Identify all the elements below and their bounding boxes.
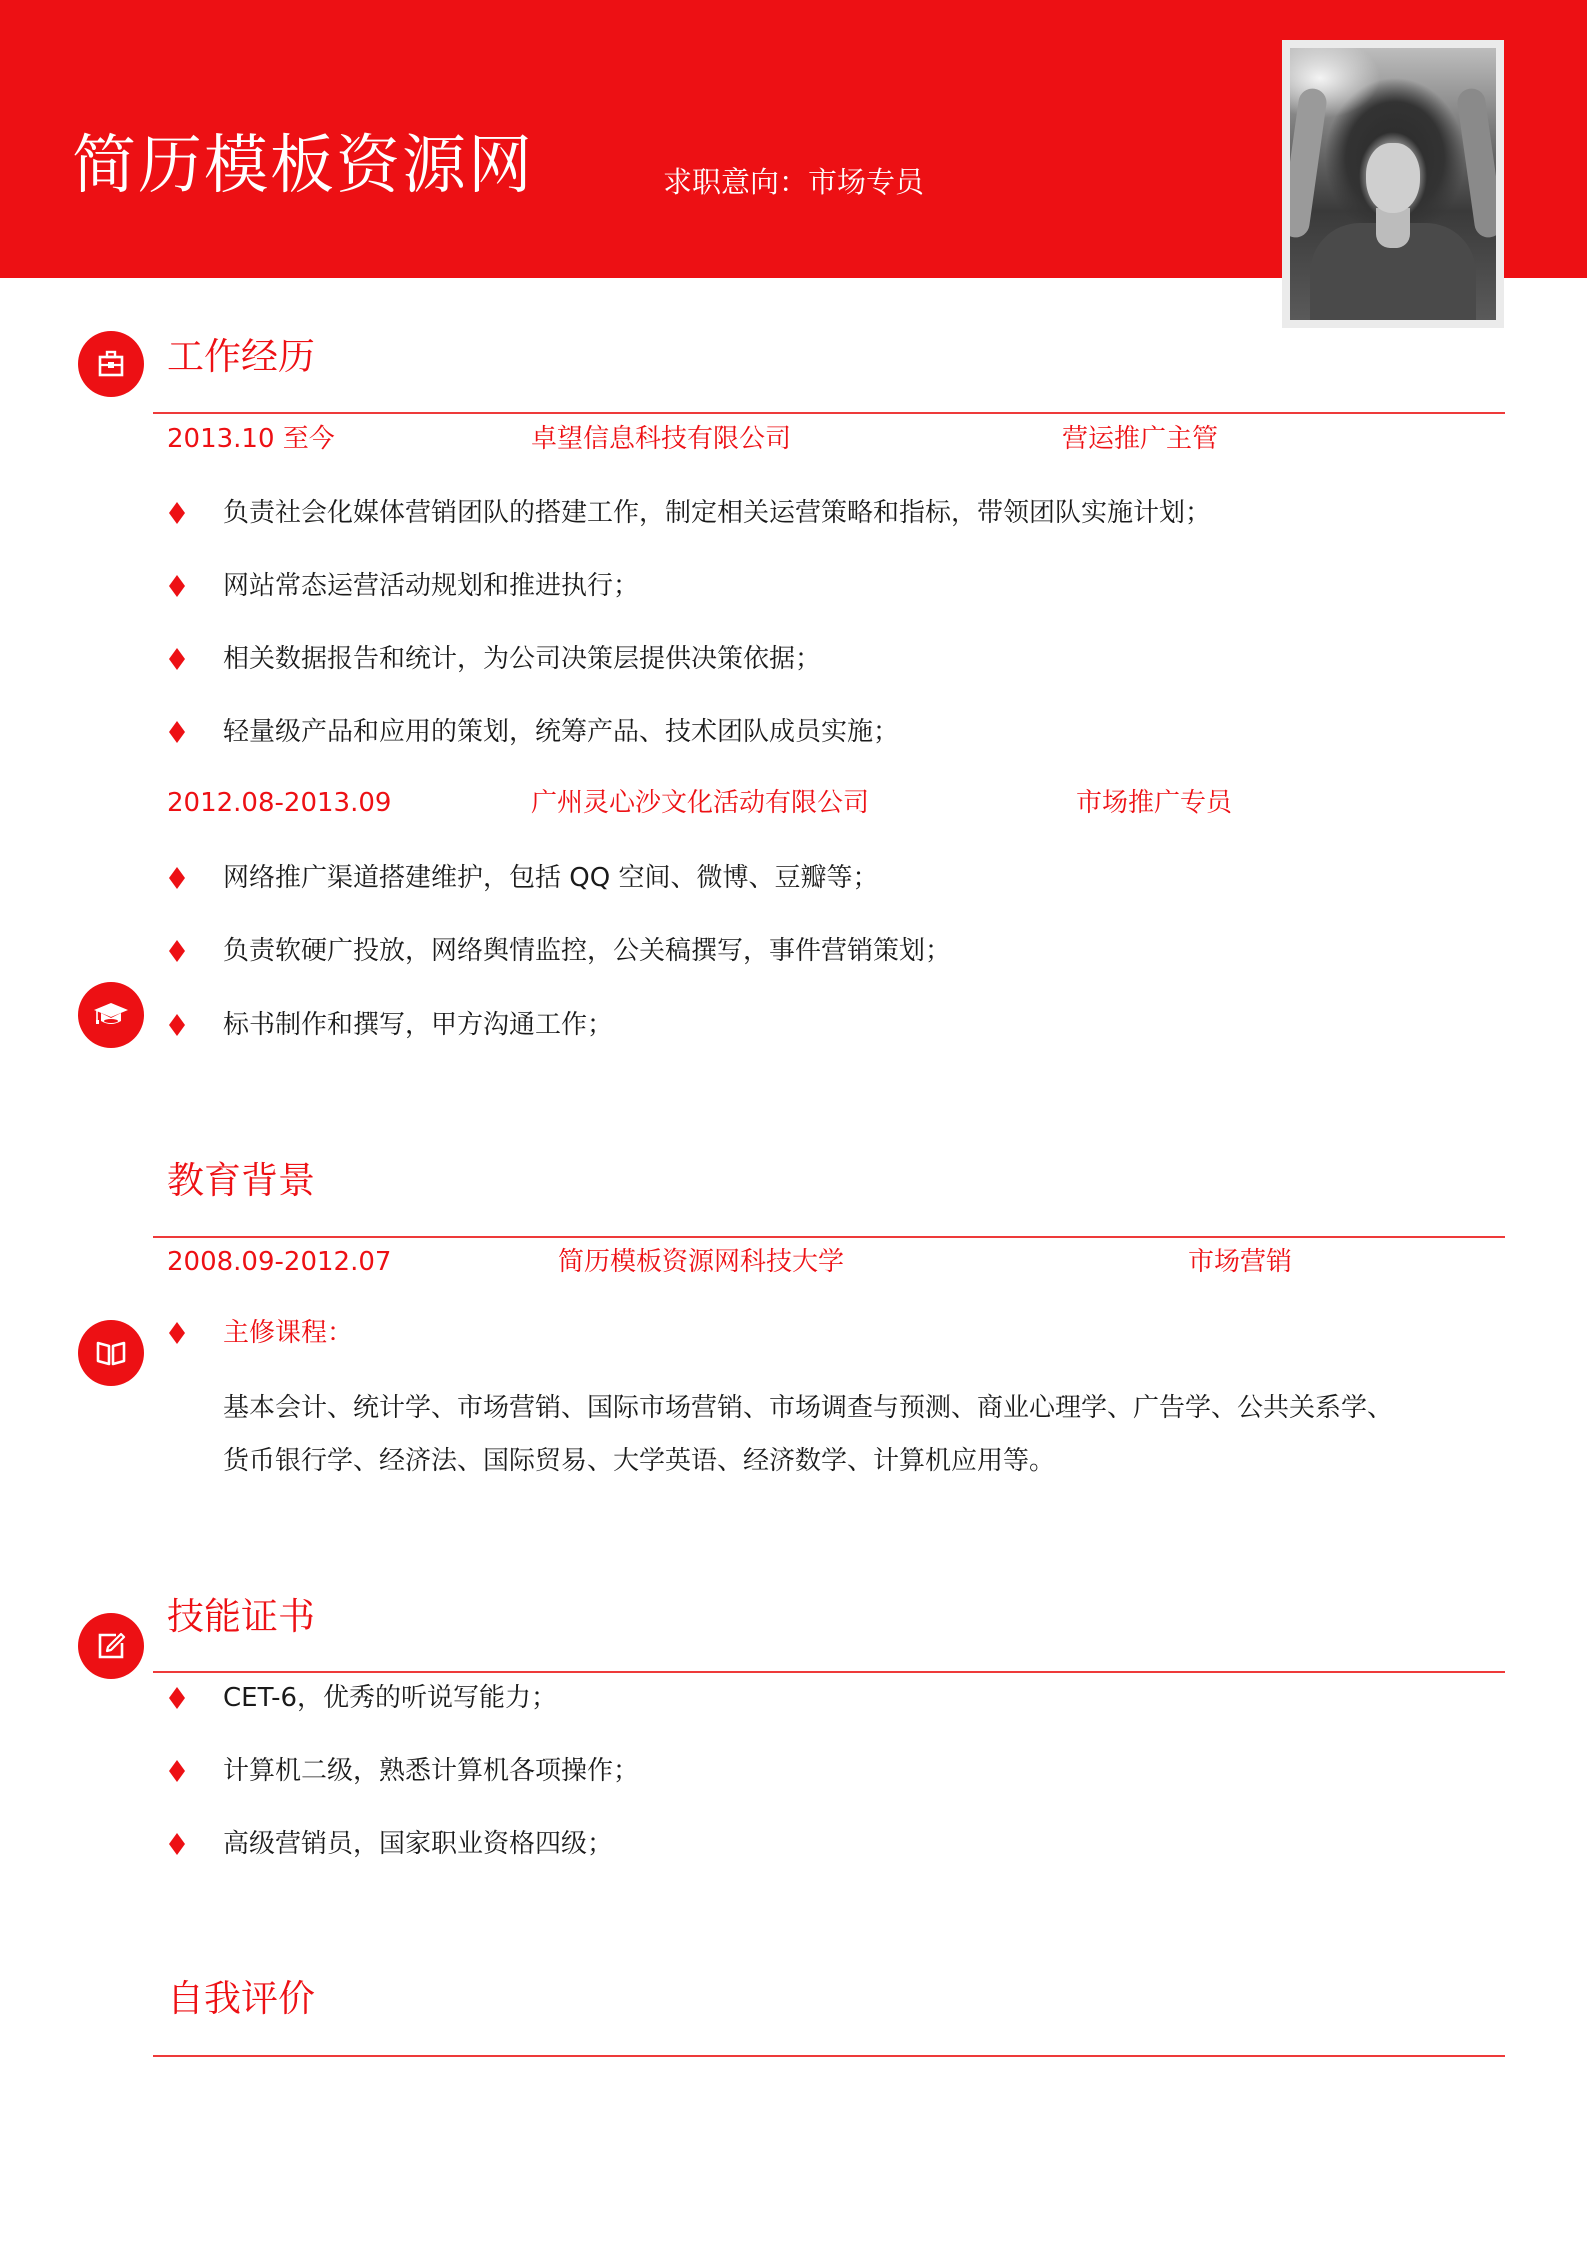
section-divider-self-eval (153, 2055, 1505, 2057)
edit-pencil-icon (78, 1613, 144, 1679)
edu-major: 市场营销 (1188, 1247, 1293, 1277)
photo-arm-right (1456, 87, 1496, 239)
diamond-bullet-icon (169, 1833, 185, 1855)
diamond-bullet-icon (169, 867, 185, 889)
work-bullet: 轻量级产品和应用的策划，统筹产品、技术团队成员实施； (223, 717, 900, 747)
diamond-bullet-icon (169, 1014, 185, 1036)
skill-bullet: 计算机二级，熟悉计算机各项操作； (223, 1756, 640, 1786)
courses-line-1: 基本会计、统计学、市场营销、国际市场营销、市场调查与预测、商业心理学、广告学、公共关系学、 (223, 1393, 1394, 1423)
section-title-skills: 技能证书 (167, 1595, 315, 1638)
skill-bullet: 高级营销员，国家职业资格四级； (223, 1829, 614, 1859)
courses-line-2: 货币银行学、经济法、国际贸易、大学英语、经济数学、计算机应用等。 (223, 1446, 1056, 1476)
section-divider-skills (153, 1671, 1505, 1673)
work-company-1: 卓望信息科技有限公司 (531, 424, 792, 454)
diamond-bullet-icon (169, 1760, 185, 1782)
section-divider-education (153, 1236, 1505, 1238)
photo-neck (1376, 208, 1410, 248)
work-bullet: 负责社会化媒体营销团队的搭建工作，制定相关运营策略和指标，带领团队实施计划； (223, 498, 1212, 528)
diamond-bullet-icon (169, 575, 185, 597)
briefcase-icon (78, 331, 144, 397)
work-bullet: 网站常态运营活动规划和推进执行； (223, 571, 640, 601)
work-bullet: 负责软硬广投放，网络舆情监控，公关稿撰写，事件营销策划； (223, 936, 952, 966)
diamond-bullet-icon (169, 648, 185, 670)
work-position-1: 营运推广主管 (1062, 424, 1219, 454)
book-icon (78, 1320, 144, 1386)
work-position-2: 市场推广专员 (1076, 788, 1233, 818)
section-title-education: 教育背景 (167, 1159, 315, 1202)
work-bullet: 网络推广渠道搭建维护，包括 QQ 空间、微博、豆瓣等； (223, 863, 879, 893)
photo-face (1366, 143, 1420, 213)
section-divider-work (153, 412, 1505, 414)
diamond-bullet-icon (169, 502, 185, 524)
diamond-bullet-icon (169, 1687, 185, 1709)
section-title-work: 工作经历 (167, 335, 315, 378)
courses-label: 主修课程： (223, 1318, 354, 1348)
diamond-bullet-icon (169, 1322, 185, 1344)
photo-arm-left (1290, 87, 1328, 239)
work-period-2: 2012.08-2013.09 (167, 788, 392, 818)
work-bullet: 标书制作和撰写，甲方沟通工作； (223, 1010, 614, 1040)
skill-bullet: CET-6，优秀的听说写能力； (223, 1683, 558, 1713)
work-company-2: 广州灵心沙文化活动有限公司 (531, 788, 870, 818)
diamond-bullet-icon (169, 940, 185, 962)
graduation-cap-icon (78, 982, 144, 1048)
diamond-bullet-icon (169, 721, 185, 743)
section-title-self-eval: 自我评价 (167, 1977, 315, 2020)
profile-photo-frame (1282, 40, 1504, 328)
work-bullet: 相关数据报告和统计，为公司决策层提供决策依据； (223, 644, 822, 674)
edu-period: 2008.09-2012.07 (167, 1247, 392, 1277)
job-intent: 求职意向：市场专员 (663, 165, 925, 199)
resume-name-title: 简历模板资源网 (72, 129, 534, 203)
work-period-1: 2013.10 至今 (167, 424, 335, 454)
profile-photo (1290, 48, 1496, 320)
edu-school: 简历模板资源网科技大学 (558, 1247, 845, 1277)
